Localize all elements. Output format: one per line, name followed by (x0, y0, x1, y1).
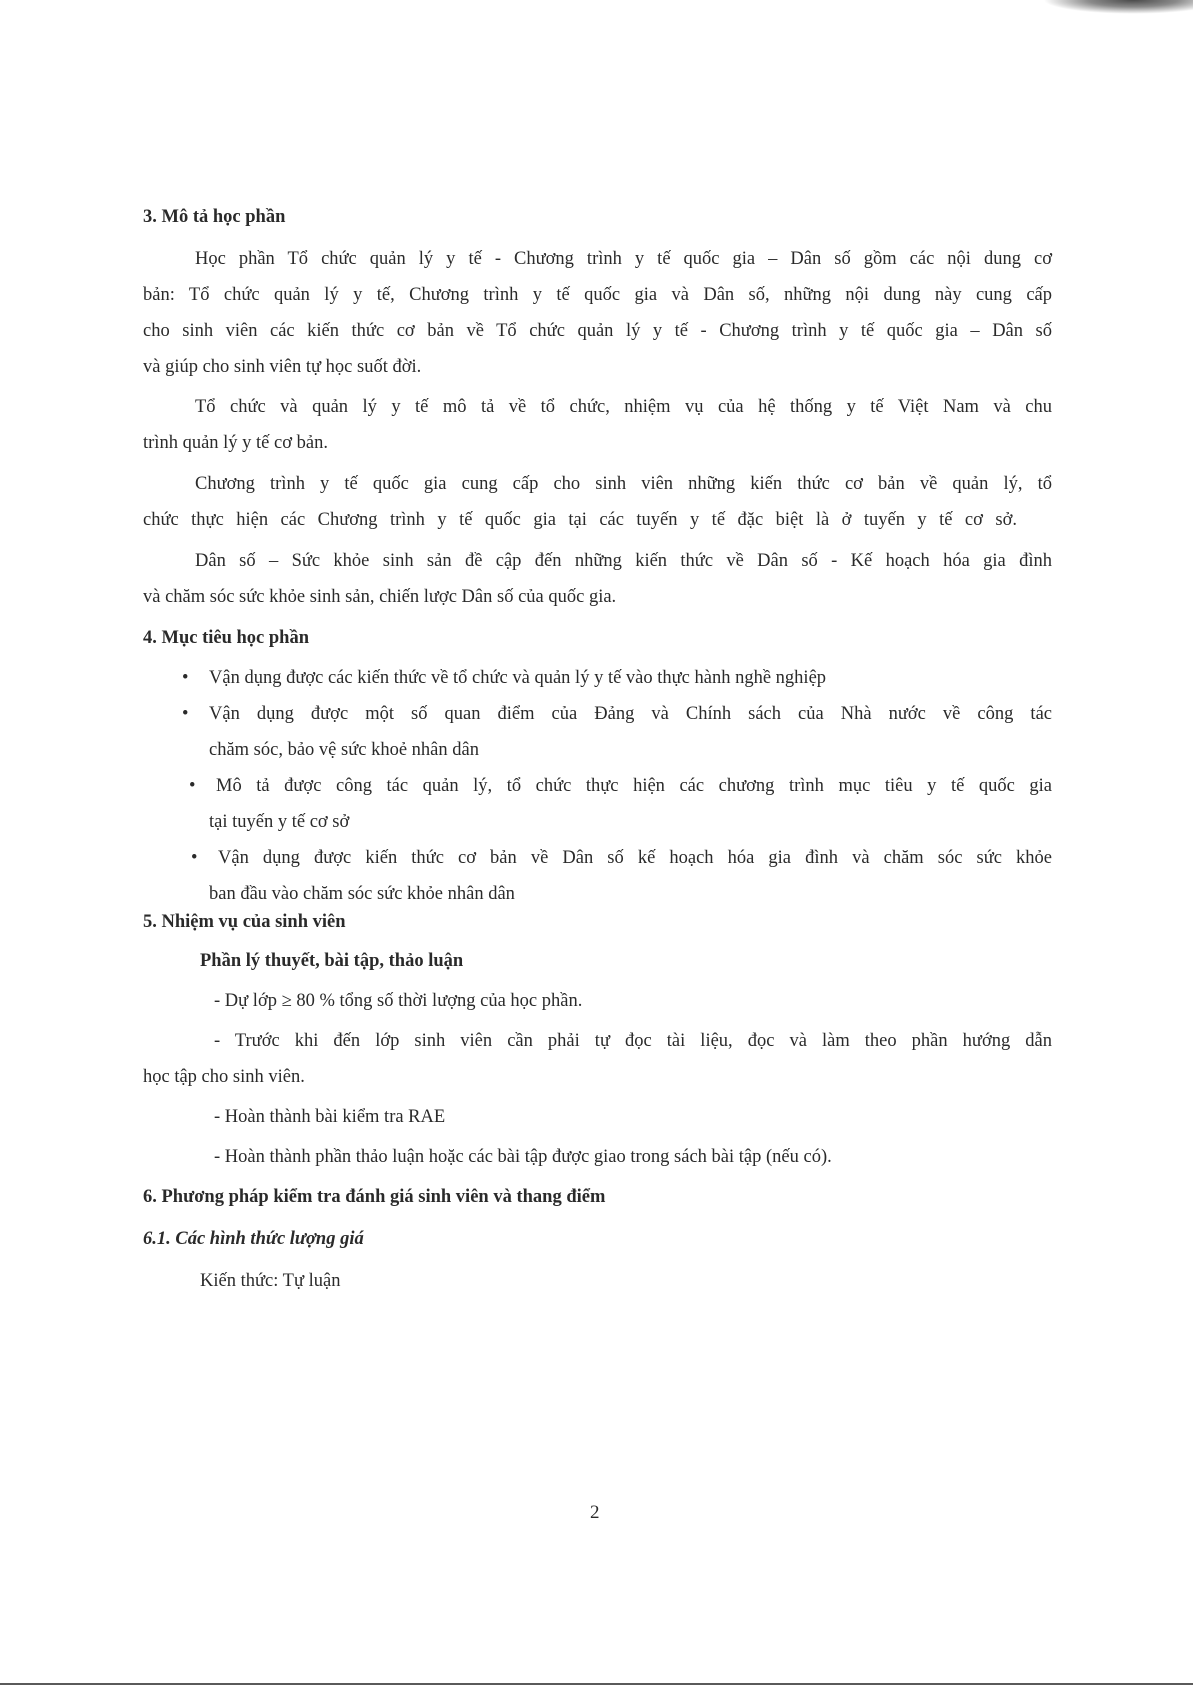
section-5-subheading: Phần lý thuyết, bài tập, thảo luận (200, 951, 464, 971)
task-1: - Dự lớp ≥ 80 % tổng số thời lượng của học phần. (214, 991, 583, 1011)
page-number: 2 (590, 1502, 600, 1523)
objective-3-line-1: • Mô tả được công tác quản lý, tổ chức thực hiện các chương trình mục tiêu y tế quốc gia (216, 777, 1052, 796)
section-3-p4-line-1: Dân số – Sức khỏe sinh sản đề cập đến những kiến thức về Dân số - Kế hoạch hóa gia đình (195, 551, 1052, 571)
task-3: - Hoàn thành bài kiểm tra RAE (214, 1107, 446, 1127)
objective-3-line-2: tại tuyến y tế cơ sở (209, 812, 350, 832)
objective-1: • Vận dụng được các kiến thức về tổ chức và quản lý y tế vào thực hành nghề nghiệp (209, 669, 826, 688)
section-6-1-heading: 6.1. Các hình thức lượng giá (143, 1229, 364, 1249)
section-3-p2-line-2: trình quản lý y tế cơ bản. (143, 433, 328, 453)
objective-4-line-1: • Vận dụng được kiến thức cơ bản về Dân số kế hoạch hóa gia đình và chăm sóc sức khỏe (218, 849, 1052, 868)
task-2-line-1: - Trước khi đến lớp sinh viên cần phải tự đọc tài liệu, đọc và làm theo phần hướng dẫn (214, 1031, 1052, 1051)
section-3-p1-line-1: Học phần Tổ chức quản lý y tế - Chương trình y tế quốc gia – Dân số gồm các nội dung cơ (195, 249, 1052, 269)
task-4: - Hoàn thành phần thảo luận hoặc các bài tập được giao trong sách bài tập (nếu có). (214, 1147, 832, 1167)
section-3-p3-line-1: Chương trình y tế quốc gia cung cấp cho sinh viên những kiến thức cơ bản về quản lý, tổ (195, 474, 1052, 494)
task-2-line-2: học tập cho sinh viên. (143, 1067, 305, 1087)
section-3-p1-line-4: và giúp cho sinh viên tự học suốt đời. (143, 357, 422, 377)
section-6-heading: 6. Phương pháp kiểm tra đánh giá sinh viên và thang điểm (143, 1187, 606, 1207)
objective-2-line-1: • Vận dụng được một số quan điểm của Đảng và Chính sách của Nhà nước về công tác (209, 705, 1052, 724)
section-3-p2-line-1: Tổ chức và quản lý y tế mô tả về tổ chức, nhiệm vụ của hệ thống y tế Việt Nam và chu (195, 397, 1052, 417)
section-4-heading: 4. Mục tiêu học phần (143, 628, 310, 648)
section-3-heading: 3. Mô tả học phần (143, 207, 286, 227)
objective-4-line-2: ban đầu vào chăm sóc sức khỏe nhân dân (209, 884, 515, 904)
section-3-p4-line-2: và chăm sóc sức khỏe sinh sản, chiến lược Dân số của quốc gia. (143, 587, 617, 607)
knowledge-line: Kiến thức: Tự luận (200, 1271, 341, 1291)
section-3-p1-line-2: bản: Tổ chức quản lý y tế, Chương trình y tế quốc gia và Dân số, những nội dung này cung cấp (143, 285, 1052, 305)
section-3-p1-line-3: cho sinh viên các kiến thức cơ bản về Tổ chức quản lý y tế - Chương trình y tế quốc gia – Dân số (143, 321, 1052, 341)
objective-2-line-2: chăm sóc, bảo vệ sức khoẻ nhân dân (209, 740, 479, 760)
section-5-heading: 5. Nhiệm vụ của sinh viên (143, 912, 346, 932)
section-3-p3-line-2: chức thực hiện các Chương trình y tế quốc gia tại các tuyến y tế đặc biệt là ở tuyến y tế cơ sở. (143, 510, 1017, 530)
